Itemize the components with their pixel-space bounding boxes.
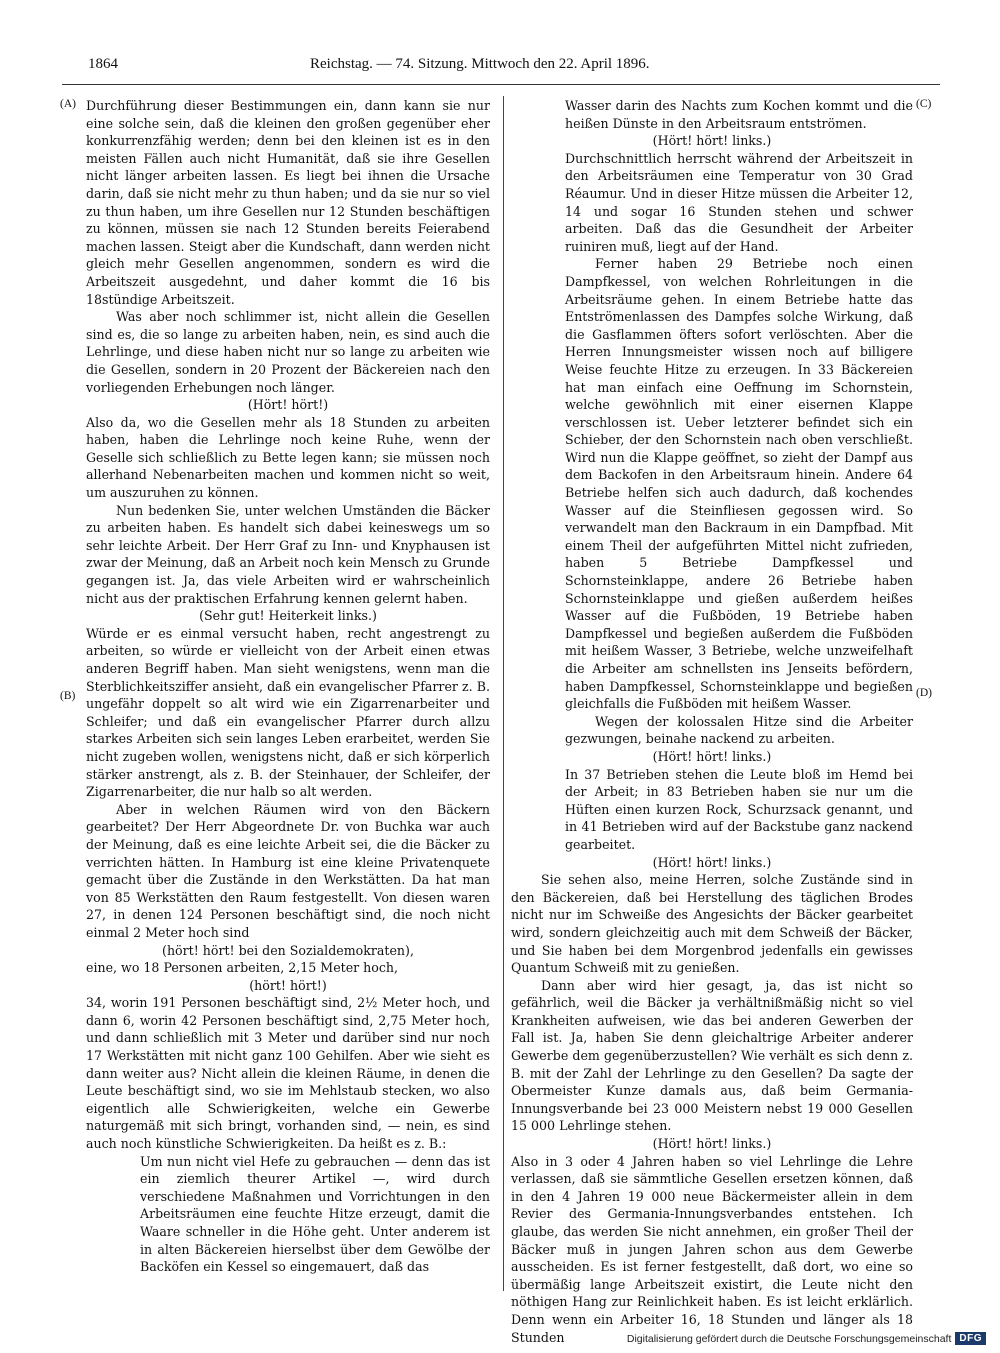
quotation: Um nun nicht viel Hefe zu gebrauchen — denn das ist ein ziemlich theurer Artikel —, wird durch verschiedene Maßnahmen und Vorrichtungen in den Arbeitsräumen eine feuchte Hitze erzeugt, damit die Waare schneller in die Höhe geht. Unter anderem ist in alten Bäckereien hierselbst über dem Gewölbe der Backöfen ein Kessel so eingemauert, daß das xyxy=(140,1153,490,1275)
right-column xyxy=(511,97,913,1346)
interjection: (Hört! hört! links.) xyxy=(652,748,772,764)
header-rule xyxy=(62,84,940,85)
interjection: (Hört! hört! links.) xyxy=(652,133,772,149)
margin-marker-d: (D) xyxy=(916,687,932,699)
quotation: In 37 Betrieben stehen die Leute bloß im Hemd bei der Arbeit; in 83 Betrieben haben sie nur um die Hüften einen kurzen Rock, Schurzsack genannt, und in 41 Betrieben wird auf der Backstube ganz nackend gearbeitet. xyxy=(565,766,913,852)
quotation: Wegen der kolossalen Hitze sind die Arbeiter gezwungen, beinahe nackend zu arbeiten. xyxy=(565,713,913,747)
paragraph: Also in 3 oder 4 Jahren haben so viel Lehrlinge die Lehre verlassen, daß sie sämmtliche Gesellen ersetzen können, daß in den 4 Jahren 19 000 neue Bäckermeister allein in dem Revier des Germania-Innungsverbandes entstehen. Ich glaube, das werden Sie nicht annehmen, ein großer Theil der Bäcker muß in jungen Jahren schon aus dem Gewerbe ausscheiden. Es ist ferner festgestellt, daß dort, wo eine so übermäßig lange Arbeitszeit existirt, die Leute nicht den nöthigen Hang zur Reinlichkeit haben. Es ist leicht erklärlich. Denn wenn ein Arbeiter 16, 18 Stunden und länger als 18 Stunden xyxy=(511,1153,913,1345)
margin-marker-b: (B) xyxy=(60,690,76,702)
paragraph: Aber in welchen Räumen wird von den Bäckern gearbeitet? Der Herr Abgeordnete Dr. von Buchka war auch der Meinung, daß es eine leichte Arbeit sei, die die Bäcker zu verrichten hätten. In Hamburg ist eine kleine Privatenquete gemacht über die Zustände in den Werkstätten. Da hat man von 85 Werkstätten den Raum festgestellt. Von diesen waren 27, in denen 124 Personen beschäftigt sind, die noch nicht einmal 2 Meter hoch sind xyxy=(86,801,490,940)
quotation: Ferner haben 29 Betriebe noch einen Dampfkessel, von welchen Rohrleitungen in die Arbeitsräume gehen. In einem Betriebe hatte das Entströmenlassen des Dampfes solche Wirkung, daß die Gasflammen öfters sofort verlöschten. Aber die Herren Innungsmeister wissen noch auf billigere Weise feuchte Hitze zu erzeugen. In 33 Bäckereien hat man einfach eine Oeffnung im Schornstein, welche gewöhnlich mit einer eisernen Klappe verschlossen ist. Ueber letzterer befindet sich ein Schieber, der den Schornstein nach oben verschließt. Wird nun die Klappe geöffnet, so zieht der Dampf aus dem Backofen in den Arbeitsraum hinein. Andere 64 Betriebe helfen sich auch dadurch, daß kochendes Wasser auf die Steinfliesen gegossen wird. So verwandelt man den Backraum in ein Dampfbad. Mit einem Theil der aufgeführten Mittel nicht zufrieden, haben 5 Betriebe Dampfkessel und Schornsteinklappe, andere 26 Betriebe haben Schornsteinklappe und gießen außerdem heißes Wasser auf die Fußböden, 19 Betriebe haben Dampfkessel und begießen außerdem die Fußböden mit heißem Wasser, 3 Betriebe, welche unzweifelhaft die Arbeiter am schnellsten ins Jenseits befördern, haben Dampfkessel, Schornsteinklappe und begießen gleichfalls die Fußböden mit heißem Wasser. xyxy=(565,256,913,712)
margin-marker-a: (A) xyxy=(60,98,76,110)
left-column xyxy=(86,97,490,1276)
footer-credit xyxy=(627,1332,986,1345)
dfg-logo: DFG xyxy=(955,1332,986,1345)
running-head: Reichstag. — 74. Sitzung. Mittwoch den 22. April 1896. xyxy=(310,56,650,72)
column-divider xyxy=(503,96,504,1291)
interjection: (Hört! hört! links.) xyxy=(652,854,772,870)
paragraph: Sie sehen also, meine Herren, solche Zustände sind in den Bäckereien, daß bei Herstellung des täglichen Brodes nicht nur im Schweiße des Angesichts der Bäcker gearbeitet wird, sondern gleichzeitig auch mit dem Schweiß der Bäcker, und Sie haben bei dem Morgenbrod jedenfalls ein gewisses Quantum Schweiß mit zu genießen. xyxy=(511,872,913,976)
interjection: (Sehr gut! Heiterkeit links.) xyxy=(199,608,377,624)
page-header xyxy=(60,56,940,82)
paragraph: Dann aber wird hier gesagt, ja, das ist nicht so gefährlich, weil die Bäcker ja verhältnißmäßig nicht so viel Krankheiten aufweisen, wie das bei anderen Gewerben der Fall ist. Ja, haben Sie denn gleichaltrige Arbeiter anderer Gewerbe dem gegenüberzustellen? Wie verhält es sich denn z. B. mit der Zahl der Lehrlinge zu den Gesellen? Da sagte der Obermeister Kunze damals aus, daß beim Germania-Innungsverbande bei 23 000 Meistern nebst 19 000 Gesellen 15 000 Lehrlinge stehen. xyxy=(511,977,913,1134)
footer-text: Digitalisierung gefördert durch die Deutsche Forschungsgemeinschaft xyxy=(626,1332,952,1345)
interjection: (hört! hört! bei den Sozialdemokraten), xyxy=(162,942,414,958)
quotation: Durchschnittlich herrscht während der Arbeitszeit in den Arbeitsräumen eine Temperatur von 30 Grad Réaumur. Und in dieser Hitze müssen die Arbeiter 12, 14 und sogar 16 Stunden stehen und schwer arbeiten. Daß das die Gesundheit der Arbeiter ruiniren muß, liegt auf der Hand. xyxy=(565,150,913,254)
interjection: (Hört! hört! links.) xyxy=(652,1136,772,1152)
page-number: 1864 xyxy=(88,56,118,72)
paragraph: 34, worin 191 Personen beschäftigt sind, 2½ Meter hoch, und dann 6, worin 42 Personen beschäftigt sind, 2,75 Meter hoch, und dann schließlich mit 3 Meter und darüber sind nur noch 17 Werkstätten mit nicht ganz 100 Gehilfen. Aber wie sieht es dann weiter aus? Nicht allein die kleinen Räume, in denen die Leute beschäftigt sind, wo sie im Mehlstaub stecken, wo also eigentlich alle Schwierigkeiten, welche ein Gewerbe naturgemäß mit sich bringt, vorhanden sind, — nein, es sind auch noch künstliche Schwierigkeiten. Da heißt es z. B.: xyxy=(86,995,490,1152)
paragraph: eine, wo 18 Personen arbeiten, 2,15 Meter hoch, xyxy=(86,960,399,976)
paragraph: Durchführung dieser Bestimmungen ein, dann kann sie nur eine solche sein, daß die kleinen den großen gegenüber eher konkurrenzfähig werden; denn bei den kleinen ist es in den meisten Fällen auch nicht Humanität, daß sie ihre Gesellen nicht länger arbeiten lassen. Es liegt bei ihnen die Ursache darin, daß sie nicht mehr zu thun haben; und da sie nur so viel zu thun haben, um ihre Gesellen nur 12 Stunden beschäftigen zu können, müssen sie nach 12 Stunden bereits Feierabend machen lassen. Steigt aber die Kundschaft, dann werden nicht gleich mehr Gesellen angenommen, sondern es wird die Arbeitszeit ausgedehnt, und daher kommt die 16 bis 18stündige Arbeitszeit. xyxy=(86,98,490,307)
paragraph: Also da, wo die Gesellen mehr als 18 Stunden zu arbeiten haben, haben die Lehrlinge noch keine Ruhe, wenn der Geselle sich schließlich zu Bette legen kann; sie müssen noch allerhand Nebenarbeiten machen und kommen nicht so weit, um auszuruhen zu können. xyxy=(86,414,490,501)
paragraph: Würde er es einmal versucht haben, recht angestrengt zu arbeiten, so würde er vielleicht von der Arbeit einen etwas anderen Begriff haben. Man sieht wenigstens, wenn man die Sterblichkeitsziffer ansieht, daß ein evangelischer Pfarrer z. B. ungefähr doppelt so alt wird wie ein Zigarrenarbeiter und Schleifer; und daß ein evangelischer Pfarrer durch allzu starkes Arbeiten sich sein langes Leben erarbeitet, werden Sie nicht zugeben wollen, wenigstens nicht, daß er sich körperlich stärker anstrengt, als z. B. der Steinhauer, der Schleifer, der Zigarrenarbeiter, die nur halb so alt werden. xyxy=(86,625,490,800)
interjection: (Hört! hört!) xyxy=(247,397,329,413)
paragraph: Nun bedenken Sie, unter welchen Umständen die Bäcker zu arbeiten haben. Es handelt sich dabei keineswegs um so sehr leichte Arbeit. Der Herr Graf zu Inn- und Knyphausen ist zwar der Meinung, daß an Arbeit noch kein Mensch zu Grunde gegangen ist. Ja, das viele Arbeiten wird er wahrscheinlich nicht aus der praktischen Erfahrung kennen gelernt haben. xyxy=(86,502,490,606)
interjection: (hört! hört!) xyxy=(249,977,327,993)
paragraph: Was aber noch schlimmer ist, nicht allein die Gesellen sind es, die so lange zu arbeiten haben, nein, es sind auch die Lehrlinge, und diese haben nicht nur so lange zu arbeiten wie die Gesellen, sondern in 20 Prozent der Bäckereien nach den vorliegenden Erhebungen noch länger. xyxy=(86,309,490,395)
quotation: Wasser darin des Nachts zum Kochen kommt und die heißen Dünste in den Arbeitsraum entströmen. xyxy=(565,98,913,131)
margin-marker-c: (C) xyxy=(916,98,932,110)
